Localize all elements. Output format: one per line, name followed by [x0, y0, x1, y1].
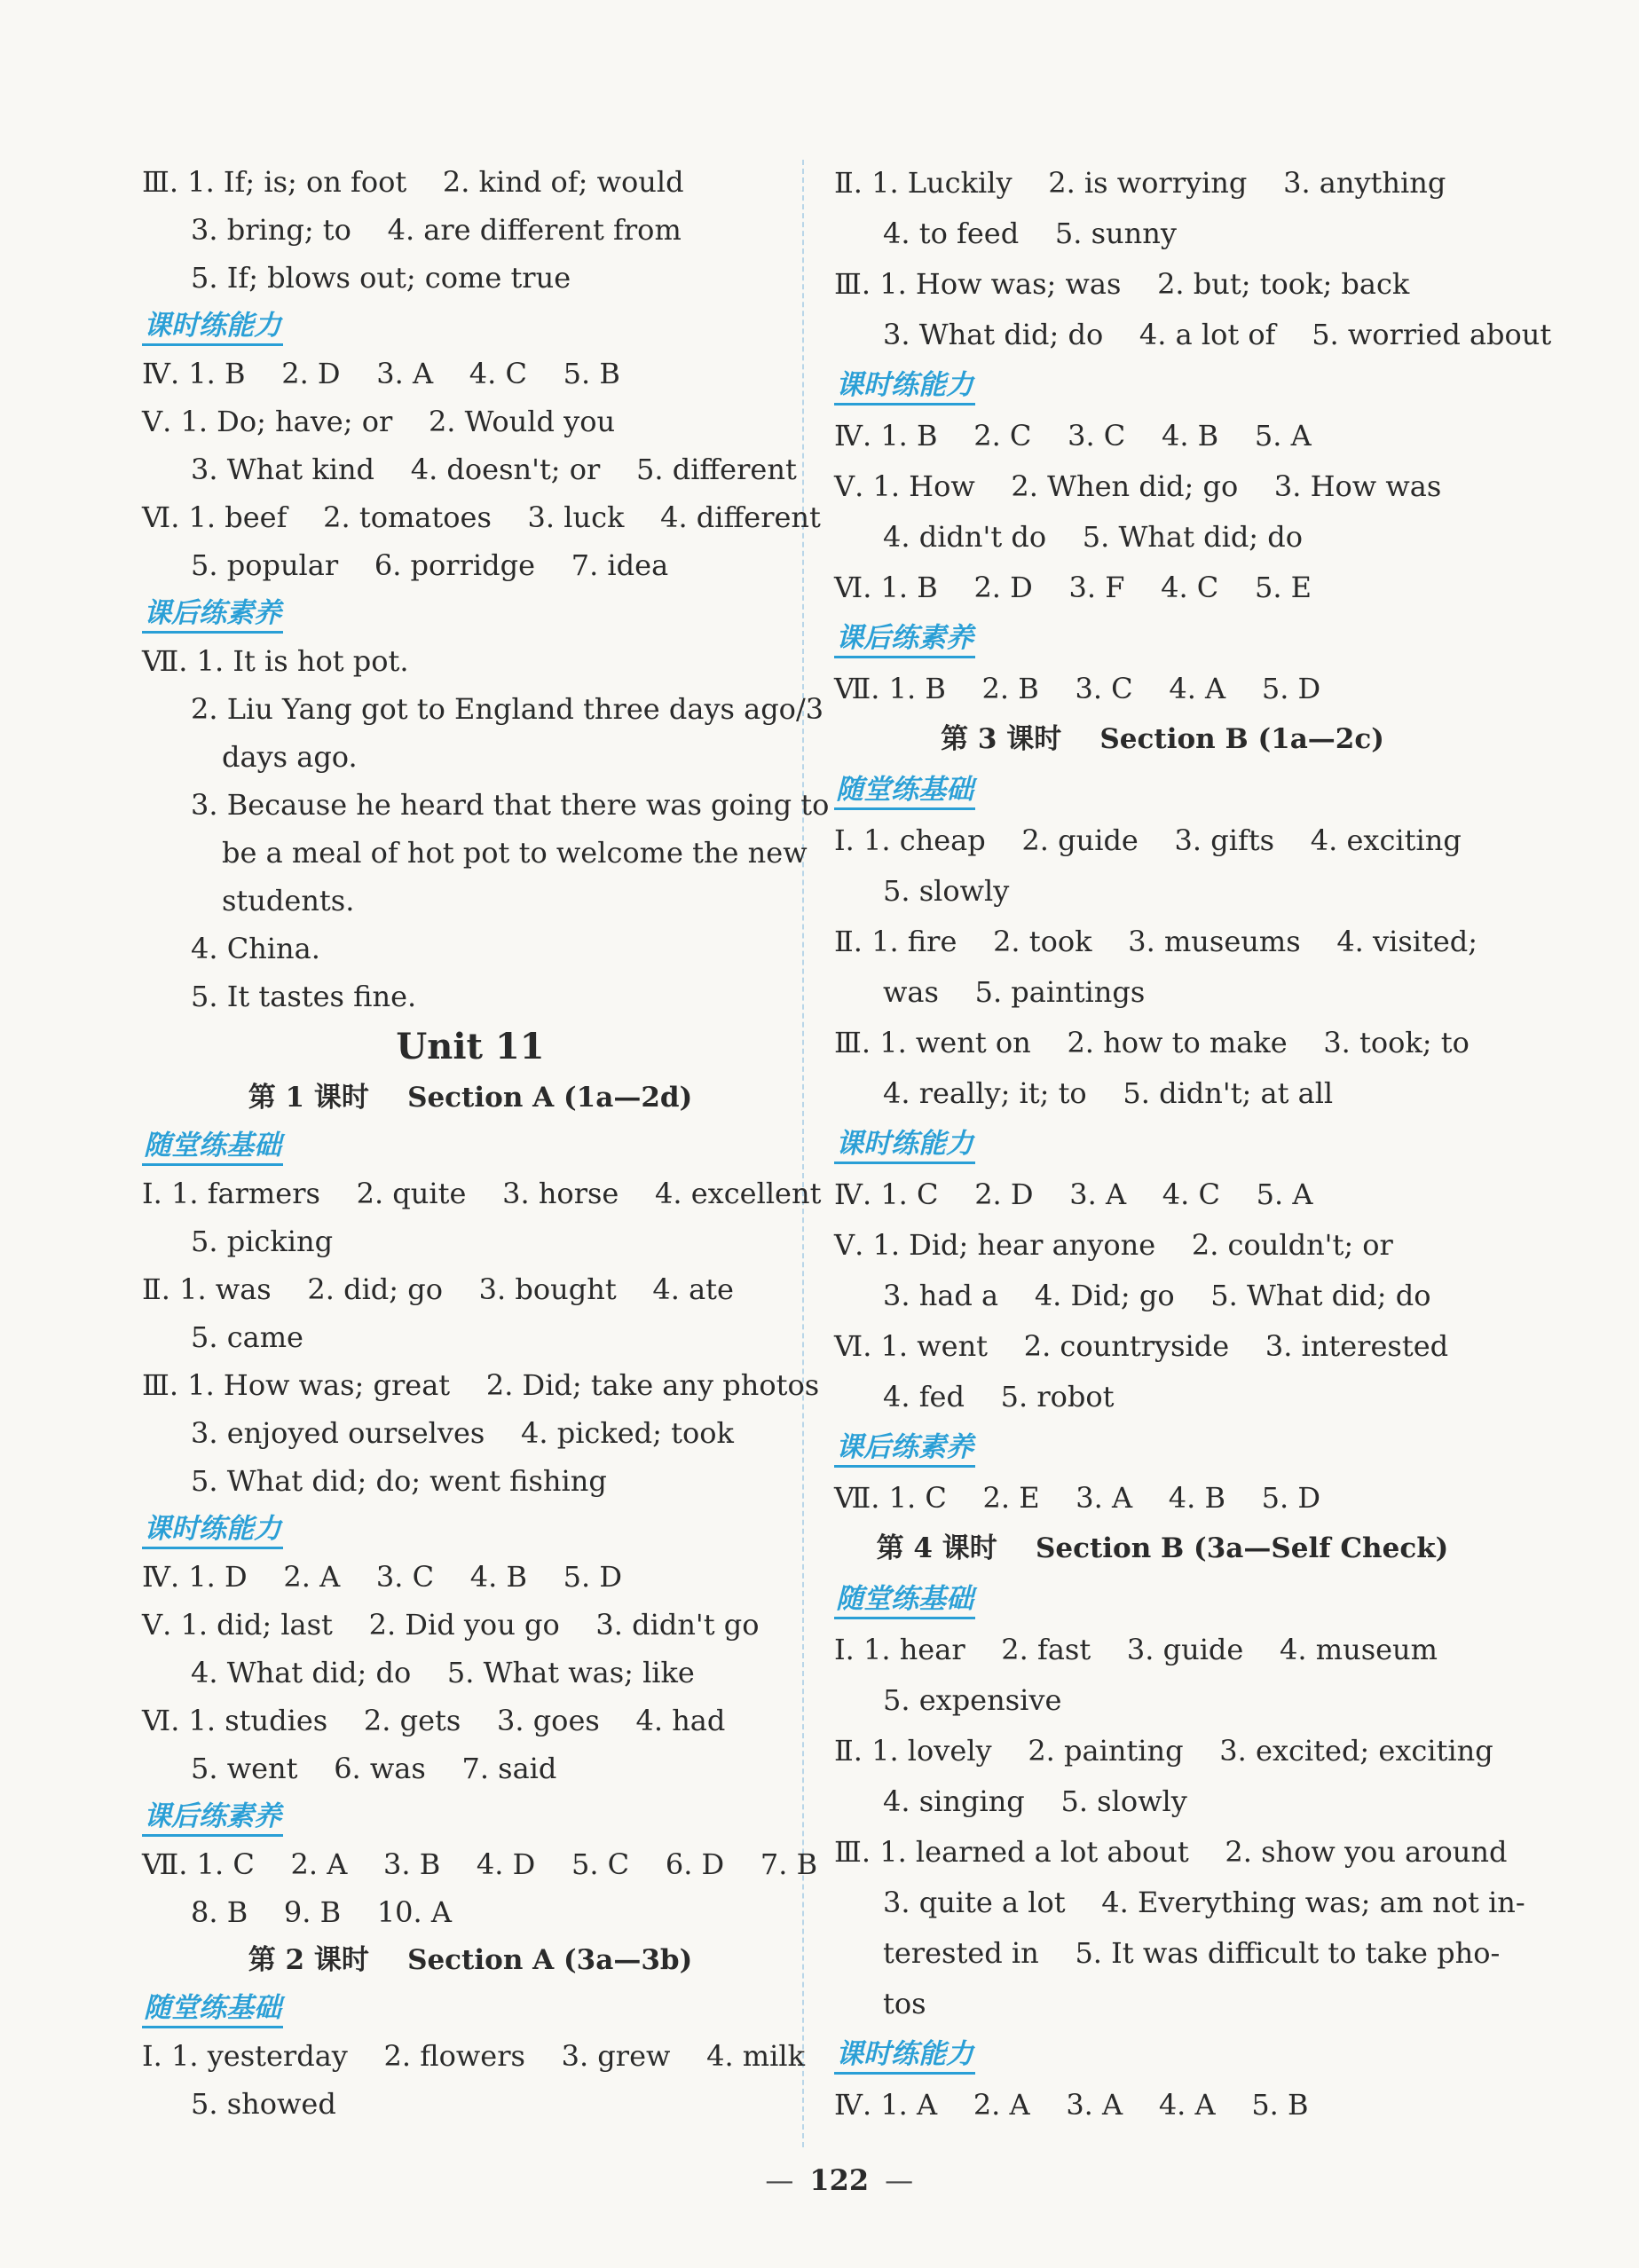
answer-line: 5. slowly — [883, 874, 1010, 908]
footer-dash: — — [885, 2163, 914, 2197]
answer-line: Ⅲ. 1. How was; was 2. but; took; back — [834, 267, 1410, 301]
lesson-title: 第 2 课时 Section A (3a—3b) — [248, 1944, 693, 1976]
section-heading: 随堂练基础 — [834, 1574, 1491, 1625]
left-column — [142, 158, 830, 2128]
answer-line: 4. didn't do 5. What did; do — [883, 520, 1303, 554]
answer-line: 3. Because he heard that there was going to — [191, 788, 830, 822]
answer-line: 5. showed — [191, 2087, 336, 2121]
answer-line: 5. If; blows out; come true — [191, 261, 571, 295]
answer-line: was 5. paintings — [883, 975, 1146, 1009]
answer-line: Ⅶ. 1. C 2. E 3. A 4. B 5. D — [834, 1481, 1321, 1515]
section-heading: 课后练素养 — [834, 1422, 1491, 1473]
answer-line: Ⅱ. 1. was 2. did; go 3. bought 4. ate — [142, 1272, 734, 1306]
answer-line: 5. expensive — [883, 1683, 1062, 1717]
answer-line: Ⅰ. 1. hear 2. fast 3. guide 4. museum — [834, 1633, 1438, 1666]
answer-line: Ⅳ. 1. B 2. D 3. A 4. C 5. B — [142, 357, 620, 390]
answer-line: Ⅵ. 1. beef 2. tomatoes 3. luck 4. different — [142, 500, 821, 534]
answer-line: 3. What did; do 4. a lot of 5. worried about — [883, 318, 1552, 351]
answer-line: 4. fed 5. robot — [883, 1380, 1115, 1414]
section-heading: 课后练素养 — [142, 589, 799, 637]
section-heading: 随堂练基础 — [834, 765, 1491, 815]
answer-line: Ⅲ. 1. learned a lot about 2. show you around — [834, 1835, 1508, 1869]
answer-line: 4. China. — [191, 932, 320, 965]
section-heading: 课时练能力 — [834, 2029, 1491, 2080]
answer-line: Ⅲ. 1. went on 2. how to make 3. took; to — [834, 1026, 1470, 1059]
section-heading: 课时练能力 — [834, 360, 1491, 411]
page-number: 122 — [809, 2163, 870, 2197]
answer-line: be a meal of hot pot to welcome the new — [222, 836, 808, 870]
answer-line: 5. picking — [191, 1225, 334, 1258]
answer-line: tos — [883, 1987, 926, 2020]
answer-line: Ⅵ. 1. studies 2. gets 3. goes 4. had — [142, 1704, 726, 1737]
lesson-title: 第 3 课时 Section B (1a—2c) — [941, 723, 1384, 755]
answer-line: 4. What did; do 5. What was; like — [191, 1656, 695, 1689]
answer-line: Ⅲ. 1. If; is; on foot 2. kind of; would — [142, 165, 684, 199]
answer-line: 5. popular 6. porridge 7. idea — [191, 548, 669, 582]
answer-line: Ⅲ. 1. How was; great 2. Did; take any photos — [142, 1368, 820, 1402]
answer-line: Ⅴ. 1. did; last 2. Did you go 3. didn't go — [142, 1608, 760, 1642]
answer-line: Ⅴ. 1. How 2. When did; go 3. How was — [834, 469, 1442, 503]
answer-line: 2. Liu Yang got to England three days ago/3 — [191, 692, 824, 726]
answer-line: Ⅶ. 1. C 2. A 3. B 4. D 5. C 6. D 7. B — [142, 1847, 818, 1881]
answer-line: Ⅴ. 1. Did; hear anyone 2. couldn't; or — [834, 1228, 1393, 1262]
section-heading: 随堂练基础 — [142, 1122, 799, 1169]
lesson-title: 第 1 课时 Section A (1a—2d) — [248, 1082, 693, 1114]
page-footer — [0, 2130, 1639, 2231]
section-heading: 课时练能力 — [142, 302, 799, 350]
answer-line: Ⅴ. 1. Do; have; or 2. Would you — [142, 405, 616, 438]
answer-line: Ⅶ. 1. B 2. B 3. C 4. A 5. D — [834, 672, 1321, 705]
answer-line: 4. to feed 5. sunny — [883, 217, 1177, 250]
answer-line: 3. had a 4. Did; go 5. What did; do — [883, 1279, 1431, 1312]
answer-line: 3. What kind 4. doesn't; or 5. different — [191, 453, 797, 486]
answer-line: 4. singing 5. slowly — [883, 1784, 1187, 1818]
answer-line: 8. B 9. B 10. A — [191, 1895, 452, 1929]
section-heading: 课后练素养 — [142, 1792, 799, 1840]
answer-line: Ⅰ. 1. yesterday 2. flowers 3. grew 4. milk — [142, 2039, 805, 2073]
unit-title: Unit 11 — [396, 1026, 545, 1067]
answer-line: 3. bring; to 4. are different from — [191, 213, 682, 247]
answer-line: 5. went 6. was 7. said — [191, 1752, 557, 1785]
answer-line: Ⅳ. 1. A 2. A 3. A 4. A 5. B — [834, 2088, 1309, 2122]
section-heading: 课时练能力 — [142, 1505, 799, 1553]
answer-line: Ⅰ. 1. farmers 2. quite 3. horse 4. excellent — [142, 1177, 822, 1210]
answer-line: Ⅱ. 1. fire 2. took 3. museums 4. visited; — [834, 925, 1478, 958]
answer-line: Ⅵ. 1. B 2. D 3. F 4. C 5. E — [834, 571, 1312, 604]
answer-line: 3. enjoyed ourselves 4. picked; took — [191, 1416, 734, 1450]
section-heading: 课时练能力 — [834, 1119, 1491, 1169]
section-heading: 课后练素养 — [834, 613, 1491, 664]
answer-line: Ⅰ. 1. cheap 2. guide 3. gifts 4. exciting — [834, 823, 1462, 857]
answer-line: Ⅵ. 1. went 2. countryside 3. interested — [834, 1329, 1449, 1363]
answer-line: 5. What did; do; went fishing — [191, 1464, 607, 1498]
answer-line: Ⅳ. 1. C 2. D 3. A 4. C 5. A — [834, 1177, 1313, 1211]
answer-line: Ⅱ. 1. lovely 2. painting 3. excited; exciting — [834, 1734, 1493, 1768]
answer-line: terested in 5. It was difficult to take pho- — [883, 1936, 1501, 1970]
section-heading: 随堂练基础 — [142, 1984, 799, 2032]
right-column — [834, 158, 1552, 2130]
answer-line: days ago. — [222, 740, 358, 774]
footer-dash: — — [765, 2163, 794, 2197]
answer-line: Ⅳ. 1. D 2. A 3. C 4. B 5. D — [142, 1560, 622, 1594]
answer-line: Ⅶ. 1. It is hot pot. — [142, 644, 409, 678]
answer-line: 5. came — [191, 1320, 303, 1354]
answer-line: 4. really; it; to 5. didn't; at all — [883, 1076, 1334, 1110]
answer-line: 3. quite a lot 4. Everything was; am not in- — [883, 1886, 1525, 1919]
answer-line: Ⅳ. 1. B 2. C 3. C 4. B 5. A — [834, 419, 1312, 453]
answer-line: students. — [222, 884, 355, 917]
lesson-title: 第 4 课时 Section B (3a—Self Check) — [876, 1532, 1449, 1564]
answer-line: Ⅱ. 1. Luckily 2. is worrying 3. anything — [834, 166, 1446, 200]
answer-line: 5. It tastes fine. — [191, 980, 417, 1013]
